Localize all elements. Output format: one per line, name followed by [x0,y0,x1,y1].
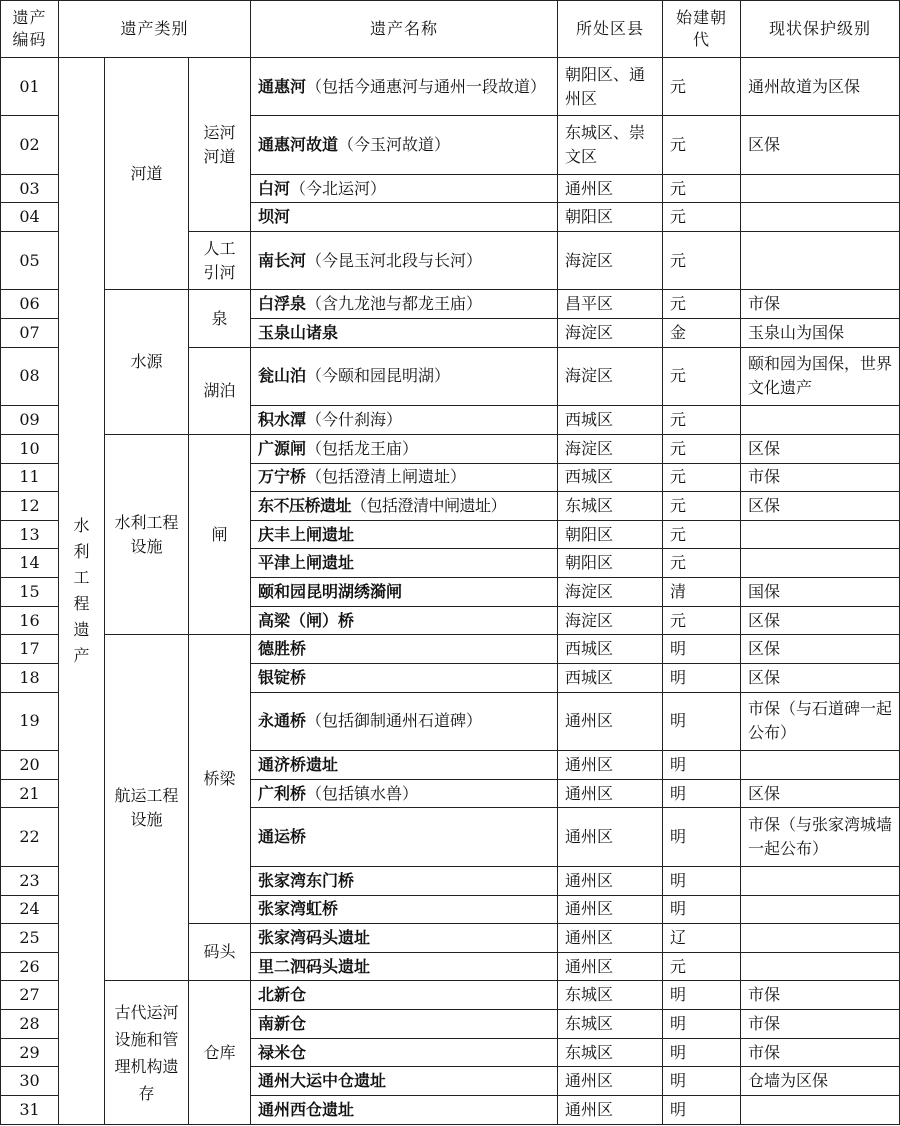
row-name: 瓮山泊（今颐和园昆明湖） [251,347,558,405]
row-code: 06 [1,290,59,319]
row-district: 朝阳区 [558,203,663,232]
category-qiaoliang: 桥梁 [189,635,251,924]
row-name: 通州西仓遗址 [251,1096,558,1125]
row-name: 广源闸（包括龙王庙） [251,434,558,463]
row-district: 海淀区 [558,578,663,607]
row-protection: 通州故道为区保 [741,58,900,116]
table-row [1,981,900,1010]
row-district: 海淀区 [558,434,663,463]
row-code: 13 [1,520,59,549]
row-name: 通运桥 [251,808,558,866]
row-protection: 仓墙为区保 [741,1067,900,1096]
row-code: 29 [1,1038,59,1067]
row-district: 海淀区 [558,606,663,635]
row-district: 通州区 [558,692,663,750]
row-name: 通惠河（包括今通惠河与通州一段故道） [251,58,558,116]
category-matou: 码头 [189,924,251,981]
row-district: 通州区 [558,779,663,808]
row-name: 永通桥（包括御制通州石道碑） [251,692,558,750]
category-shuili: 水利工程设施 [105,434,189,635]
row-dynasty: 元 [663,116,741,174]
header-code: 遗产编码 [1,1,59,58]
row-district: 通州区 [558,1067,663,1096]
row-dynasty: 元 [663,203,741,232]
row-code: 21 [1,779,59,808]
row-protection [741,520,900,549]
category-l1: 水利工程遗产 [59,58,105,1125]
row-protection: 市保 [741,1010,900,1039]
row-dynasty: 明 [663,1038,741,1067]
row-code: 09 [1,406,59,435]
row-dynasty: 金 [663,319,741,348]
row-dynasty: 明 [663,751,741,780]
row-code: 31 [1,1096,59,1125]
row-name: 德胜桥 [251,635,558,664]
row-name: 禄米仓 [251,1038,558,1067]
row-code: 07 [1,319,59,348]
row-protection: 市保（与石道碑一起公布） [741,692,900,750]
row-dynasty: 元 [663,606,741,635]
row-district: 西城区 [558,664,663,693]
row-name: 平津上闸遗址 [251,549,558,578]
row-district: 通州区 [558,751,663,780]
row-district: 东城区 [558,492,663,521]
row-code: 23 [1,866,59,895]
row-dynasty: 元 [663,520,741,549]
row-district: 海淀区 [558,319,663,348]
row-dynasty: 元 [663,58,741,116]
row-dynasty: 明 [663,692,741,750]
row-protection [741,174,900,203]
row-code: 05 [1,232,59,290]
row-district: 通州区 [558,952,663,981]
row-protection: 颐和园为国保，世界文化遗产 [741,347,900,405]
row-district: 海淀区 [558,232,663,290]
row-protection: 市保 [741,463,900,492]
header-dynasty: 始建朝代 [663,1,741,58]
category-zha: 闸 [189,434,251,635]
row-dynasty: 明 [663,664,741,693]
category-shuiyuan: 水源 [105,290,189,434]
table-row [1,635,900,664]
row-protection: 区保 [741,606,900,635]
row-district: 东城区 [558,1010,663,1039]
row-name: 里二泗码头遗址 [251,952,558,981]
header-name: 遗产名称 [251,1,558,58]
row-code: 10 [1,434,59,463]
row-protection: 区保 [741,635,900,664]
row-dynasty: 明 [663,895,741,924]
table-row [1,434,900,463]
row-protection: 市保（与张家湾城墙一起公布） [741,808,900,866]
row-dynasty: 元 [663,463,741,492]
row-name: 东不压桥遗址（包括澄清中闸遗址） [251,492,558,521]
row-code: 12 [1,492,59,521]
row-code: 19 [1,692,59,750]
row-dynasty: 元 [663,492,741,521]
row-code: 24 [1,895,59,924]
row-code: 16 [1,606,59,635]
row-protection [741,1096,900,1125]
row-dynasty: 明 [663,1010,741,1039]
row-dynasty: 明 [663,1096,741,1125]
row-protection: 区保 [741,116,900,174]
row-name: 通济桥遗址 [251,751,558,780]
row-protection: 市保 [741,290,900,319]
row-dynasty: 元 [663,347,741,405]
row-protection: 国保 [741,578,900,607]
row-name: 玉泉山诸泉 [251,319,558,348]
row-district: 海淀区 [558,347,663,405]
row-protection: 市保 [741,981,900,1010]
row-protection [741,952,900,981]
header-district: 所处区县 [558,1,663,58]
category-hangyun: 航运工程设施 [105,635,189,981]
category-cangku: 仓库 [189,981,251,1125]
row-protection [741,549,900,578]
row-protection [741,924,900,953]
row-district: 通州区 [558,174,663,203]
row-code: 26 [1,952,59,981]
row-code: 01 [1,58,59,116]
header-protection: 现状保护级别 [741,1,900,58]
row-district: 东城区 [558,981,663,1010]
row-protection [741,866,900,895]
row-code: 04 [1,203,59,232]
row-protection: 玉泉山为国保 [741,319,900,348]
row-dynasty: 元 [663,434,741,463]
row-code: 28 [1,1010,59,1039]
row-dynasty: 辽 [663,924,741,953]
header-category: 遗产类别 [59,1,251,58]
category-quan: 泉 [189,290,251,347]
row-code: 15 [1,578,59,607]
row-dynasty: 元 [663,290,741,319]
row-dynasty: 明 [663,808,741,866]
row-protection [741,203,900,232]
category-gudai: 古代运河设施和管理机构遗存 [105,981,189,1125]
row-dynasty: 明 [663,635,741,664]
row-name: 万宁桥（包括澄清上闸遗址） [251,463,558,492]
row-protection: 区保 [741,492,900,521]
row-name: 南长河（今昆玉河北段与长河） [251,232,558,290]
category-hubo: 湖泊 [189,347,251,434]
row-code: 11 [1,463,59,492]
row-district: 朝阳区 [558,549,663,578]
row-protection: 区保 [741,664,900,693]
row-code: 27 [1,981,59,1010]
row-district: 东城区、崇文区 [558,116,663,174]
row-code: 02 [1,116,59,174]
row-name: 通惠河故道（今玉河故道） [251,116,558,174]
row-name: 颐和园昆明湖绣漪闸 [251,578,558,607]
row-dynasty: 元 [663,174,741,203]
row-dynasty: 元 [663,549,741,578]
row-dynasty: 明 [663,1067,741,1096]
row-protection: 市保 [741,1038,900,1067]
row-name: 白河（今北运河） [251,174,558,203]
row-dynasty: 清 [663,578,741,607]
table-row [1,290,900,319]
row-district: 通州区 [558,924,663,953]
row-district: 朝阳区、通州区 [558,58,663,116]
row-dynasty: 明 [663,866,741,895]
row-name: 白浮泉（含九龙池与都龙王庙） [251,290,558,319]
row-protection: 区保 [741,779,900,808]
row-name: 广利桥（包括镇水兽） [251,779,558,808]
category-yunhe-hedao: 运河河道 [189,58,251,232]
row-dynasty: 元 [663,232,741,290]
row-code: 22 [1,808,59,866]
row-district: 西城区 [558,635,663,664]
row-protection [741,232,900,290]
row-name: 张家湾东门桥 [251,866,558,895]
row-district: 昌平区 [558,290,663,319]
row-district: 西城区 [558,463,663,492]
table-row [1,58,900,116]
row-name: 张家湾码头遗址 [251,924,558,953]
header-row [1,1,900,58]
row-name: 高梁（闸）桥 [251,606,558,635]
row-code: 08 [1,347,59,405]
row-name: 银锭桥 [251,664,558,693]
row-protection [741,751,900,780]
row-code: 18 [1,664,59,693]
row-name: 庆丰上闸遗址 [251,520,558,549]
row-dynasty: 元 [663,406,741,435]
row-name: 积水潭（今什刹海） [251,406,558,435]
row-protection: 区保 [741,434,900,463]
row-district: 东城区 [558,1038,663,1067]
row-district: 朝阳区 [558,520,663,549]
row-district: 通州区 [558,895,663,924]
row-code: 30 [1,1067,59,1096]
row-protection [741,895,900,924]
row-district: 通州区 [558,866,663,895]
row-name: 坝河 [251,203,558,232]
row-district: 通州区 [558,1096,663,1125]
row-code: 25 [1,924,59,953]
row-dynasty: 明 [663,981,741,1010]
row-district: 通州区 [558,808,663,866]
category-hedao: 河道 [105,58,189,290]
row-dynasty: 明 [663,779,741,808]
row-name: 北新仓 [251,981,558,1010]
row-district: 西城区 [558,406,663,435]
row-name: 南新仓 [251,1010,558,1039]
row-protection [741,406,900,435]
row-code: 14 [1,549,59,578]
row-name: 通州大运中仓遗址 [251,1067,558,1096]
row-code: 20 [1,751,59,780]
category-rengong-yinhe: 人工引河 [189,232,251,290]
row-name: 张家湾虹桥 [251,895,558,924]
row-code: 03 [1,174,59,203]
row-dynasty: 元 [663,952,741,981]
row-code: 17 [1,635,59,664]
